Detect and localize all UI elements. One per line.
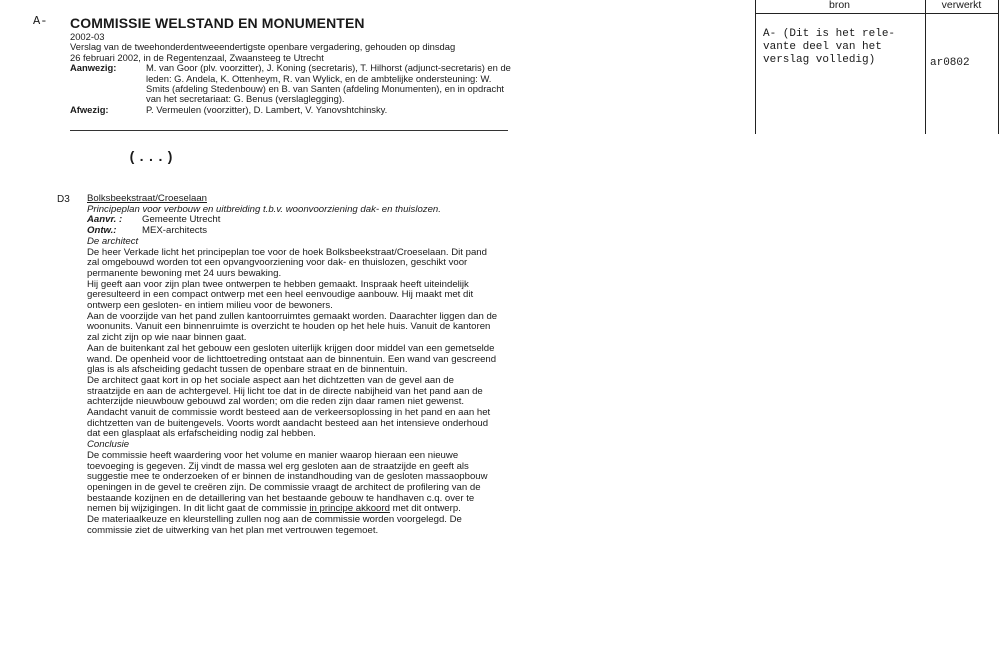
designer-row [87,226,499,237]
agenda-item-body [87,194,499,537]
header-divider [70,130,508,131]
paragraph-8: De materiaalkeuze en kleurstelling zullen nog aan de commissie worden voorgelegd. De commissie ziet de uitwerking van het plan met vertrouwen tegemoet. [87,514,462,536]
absent-value: P. Vermeulen (voorzitter), D. Lambert, V. Yanovshtchinsky. [146,103,388,115]
verwerkt-header: verwerkt [941,0,982,11]
bron-note: A- (Dit is het rele- vante deel van het verslag volledig) [763,28,896,66]
designer-label: Ontw.: [87,225,117,237]
present-label: Aanwezig: [70,62,117,74]
paragraph-4: Aan de buitenkant zal het gebouw een gesloten uiterlijk krijgen door middel van een gemetselde wand. De openheid voor de lichttoetreding ontstaat aan de binnentuin. Een wand van gescreend glas is als afscheiding gedacht tussen de openbare straat en de binnentuin. [87,342,497,376]
paragraph-7-text: De commissie heeft waardering voor het volume en manier waarop hieraan een nieuwe toevoeging is gegeven. Zij vindt de massa wel erg gesloten aan de straatzijde en geeft als suggestie mee te onderzoeken of er binnen de instandhouding van de gesloten massaopbouw openingen in de gevel te creëren zijn. De commissie vraagt de architect de profilering van de bestaande kozijnen en de detaillering van het bestaande gebouw te handhaven c.q. over te nemen bij wijzigingen. In dit licht gaat de commissie [87,449,488,515]
approval-phrase: in principe akkoord [309,503,390,515]
source-table [755,0,999,134]
paragraph-6: Aandacht vanuit de commissie wordt besteed aan de verkeersoplossing in het pand en aan het dichtzetten van de buitengevels. Voorts wordt aandacht besteed aan het intensieve onderhoud dat een glasplaat als erfafscheiding nodig zal hebben. [87,407,491,440]
document-title: COMMISSIE WELSTAND EN MONUMENTEN [70,15,365,31]
meeting-intro-line-2: 26 februari 2002, in de Regentenzaal, Zwaansteeg te Utrecht [70,51,324,63]
meeting-intro-line-1: Verslag van de tweehonderdentweeendertigste openbare vergadering, gehouden op dinsdag [70,41,456,53]
architect-heading: De architect [87,235,139,247]
paragraph-3: Aan de voorzijde van het pand zullen kantoorruimtes gemaakt worden. Daarachter liggen dan de woonunits. Vanuit een binnenruimte is overzicht te houden op het hele huis. Vanuit de kantoren zal zicht zijn op wie naar binnen gaat. [87,310,498,344]
conclusion-heading: Conclusie [87,439,130,451]
designer-value: MEX-architects [142,225,208,237]
absentees-row [70,105,515,115]
agenda-item-code: D3 [57,194,70,205]
omission-marker: (...) [128,150,176,166]
bron-header: bron [828,0,850,11]
paragraph-2: Hij geeft aan voor zijn plan twee ontwerpen te hebben gemaakt. Inspraak heeft uiteindelijk geresulteerd in een compact ontwerp met een heel eenvoudige aanbouw. Hij maakt met dit ontwerp een gesloten- en intiem milieu voor de bewoners. [87,278,474,312]
meeting-number: 2002-03 [70,31,105,42]
margin-source-letter: A- [33,14,48,28]
meeting-header [70,32,515,115]
present-value: M. van Goor (plv. voorzitter), J. Koning (secretaris), T. Hilhorst (adjunct-secretaris) en de leden: G. Andela, K. Ottenheym, R. van Wylick, en de ambtelijke ondersteuning: W. Smits (afdeling Stedenbouw) en B. van Santen (afdeling Monumenten), en in opdracht van het secretariaat: G. Benus (verslaglegging). [146,62,511,105]
paragraph-1: De heer Verkade licht het principeplan toe voor de hoek Bolksbeekstraat/Croeselaan. Dit pand zal omgebouwd worden tot een opvangvoorziening voor dak- en thuislozen, geschikt voor permanente bewoning met 24 uurs bewaking. [87,246,487,279]
applicant-label: Aanvr. : [87,214,123,226]
agenda-item-title: Bolksbeekstraat/Croeselaan [87,193,207,204]
applicant-value: Gemeente Utrecht [142,214,221,226]
absent-label: Afwezig: [70,103,109,115]
agenda-item-subtitle: Principeplan voor verbouw en uitbreiding t.b.v. woonvoorziening dak- en thuislozen. [87,203,441,215]
bron-column [755,0,926,134]
paragraph-5: De architect gaat kort in op het sociale aspect aan het dichtzetten van de gevel aan de straatzijde en aan de achtergevel. Hij licht toe dat in de directe nabijheid van het pand aan de achterzijde nieuwbouw gebouwd zal worden; om die reden zijn daar ramen niet gewenst. [87,374,483,408]
attendees-row [70,63,515,105]
verwerkt-code: ar0802 [930,57,970,69]
paragraph-7-end: met dit ontwerp. [389,503,461,515]
paragraph-7 [87,451,499,515]
